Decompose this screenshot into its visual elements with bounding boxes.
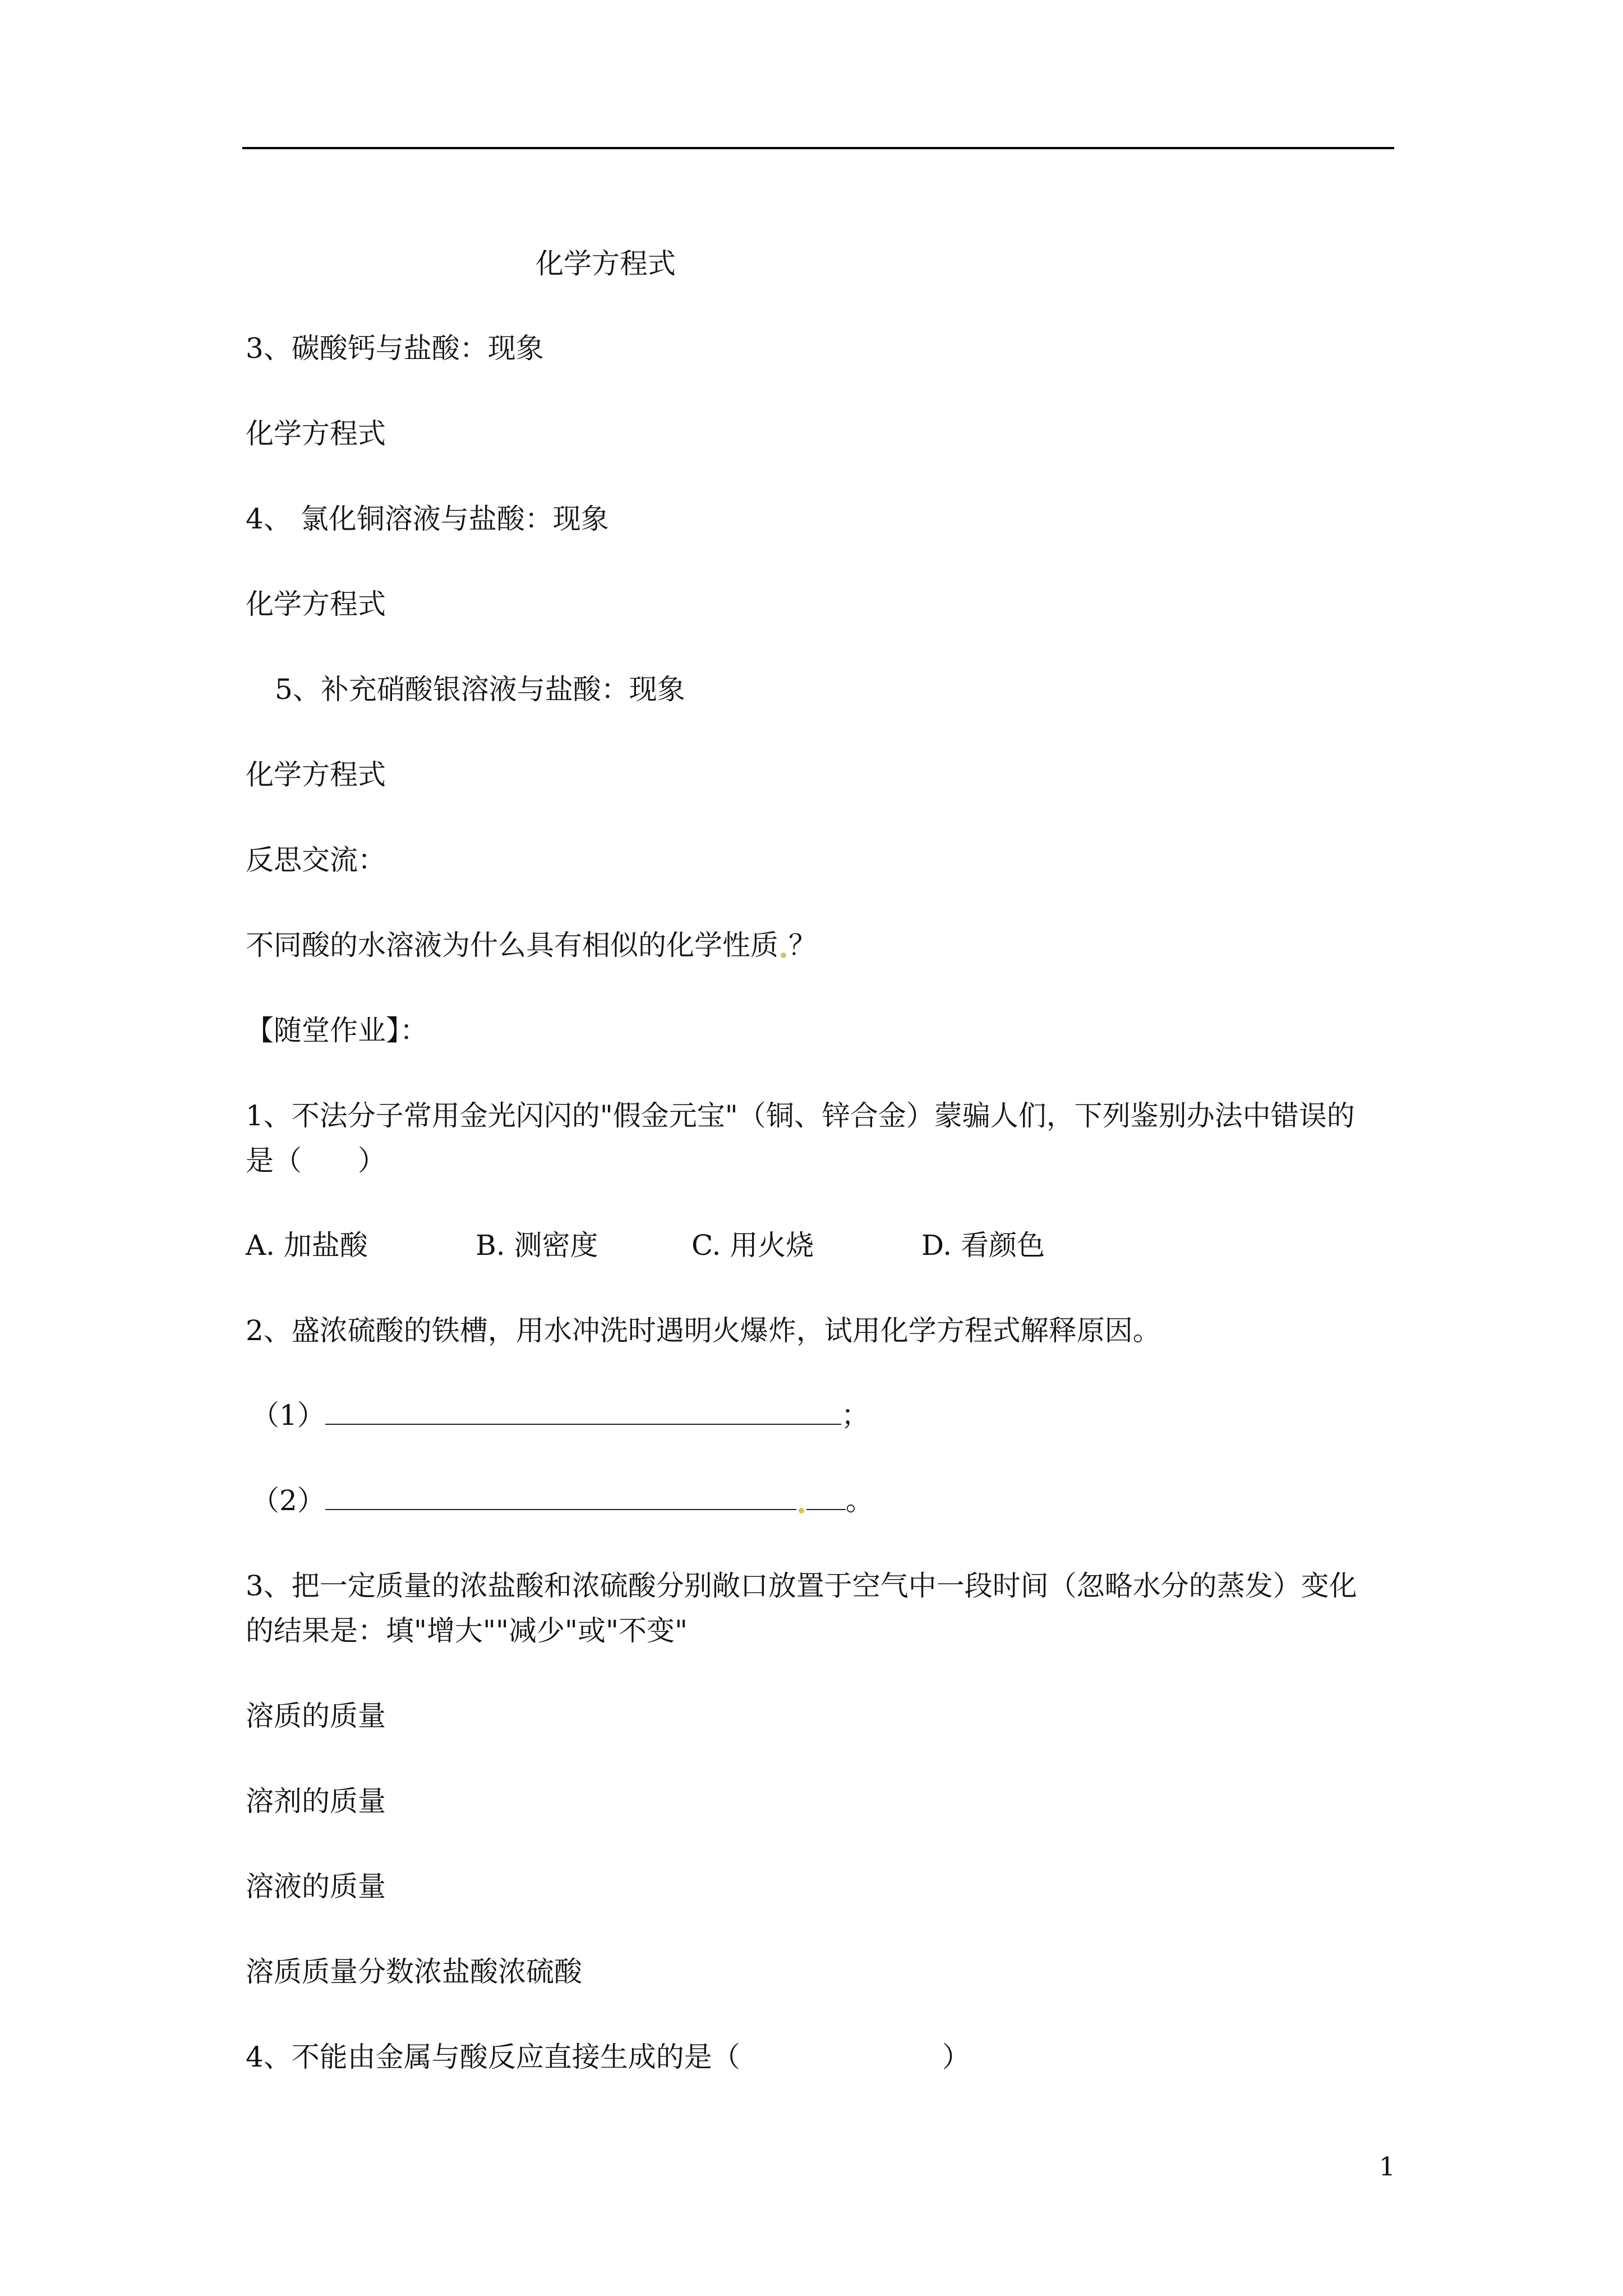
solute-mass: 溶质的质量 xyxy=(246,1700,386,1732)
equation-label: 化学方程式 xyxy=(246,417,386,450)
answer-line-1: （1） ； xyxy=(251,1399,869,1432)
answer-line-2: （2） 。 xyxy=(251,1484,874,1517)
question-1-line-1: 1、不法分子常用金光闪闪的"假金元宝"（铜、锌合金）蒙骗人们，下列鉴别办法中错误的 xyxy=(246,1099,1355,1132)
option-d: D. 看颜色 xyxy=(921,1229,1045,1262)
stray-dot-mark xyxy=(781,953,786,958)
mass-fraction-row: 溶质质量分数浓盐酸浓硫酸 xyxy=(246,1955,582,1988)
question-3-line-1: 3、把一定质量的浓盐酸和浓硫酸分别敞口放置于空气中一段时间（忽略水分的蒸发）变化 xyxy=(246,1570,1357,1602)
solvent-mass: 溶剂的质量 xyxy=(246,1785,386,1818)
item-4-copper-chloride: 4、 氯化铜溶液与盐酸：现象 xyxy=(246,503,609,535)
question-3-line-2: 的结果是：填"增大""减少"或"不变" xyxy=(246,1614,688,1647)
option-b: B. 测密度 xyxy=(476,1229,598,1262)
question-1-line-2: 是（ ） xyxy=(246,1144,386,1177)
question-2: 2、盛浓硫酸的铁槽，用水冲洗时遇明火爆炸，试用化学方程式解释原因。 xyxy=(246,1314,1161,1347)
equation-label: 化学方程式 xyxy=(246,588,386,620)
equation-label: 化学方程式 xyxy=(246,758,386,791)
solution-mass: 溶液的质量 xyxy=(246,1870,386,1903)
option-a: A. 加盐酸 xyxy=(246,1229,368,1262)
answer-blank-2-tail[interactable] xyxy=(806,1487,846,1510)
question-4: 4、不能由金属与酸反应直接生成的是（ ） xyxy=(246,2041,970,2073)
answer-blank-2[interactable] xyxy=(325,1487,796,1510)
page-number: 1 xyxy=(1378,2151,1395,2182)
equation-label: 化学方程式 xyxy=(536,247,676,280)
option-c: C. 用火烧 xyxy=(691,1229,814,1262)
homework-heading: 【随堂作业】： xyxy=(246,1014,428,1047)
item-5-silver-nitrate: 5、补充硝酸银溶液与盐酸：现象 xyxy=(275,673,685,706)
header-rule xyxy=(242,147,1394,149)
reflection-heading: 反思交流： xyxy=(246,844,386,876)
answer-blank-1[interactable] xyxy=(325,1401,841,1425)
reflection-question: 不同酸的水溶液为什么具有相似的化学性质 ？ xyxy=(246,929,817,961)
stray-dot-mark xyxy=(799,1508,804,1513)
item-3-calcium-carbonate: 3、碳酸钙与盐酸：现象 xyxy=(246,332,544,365)
